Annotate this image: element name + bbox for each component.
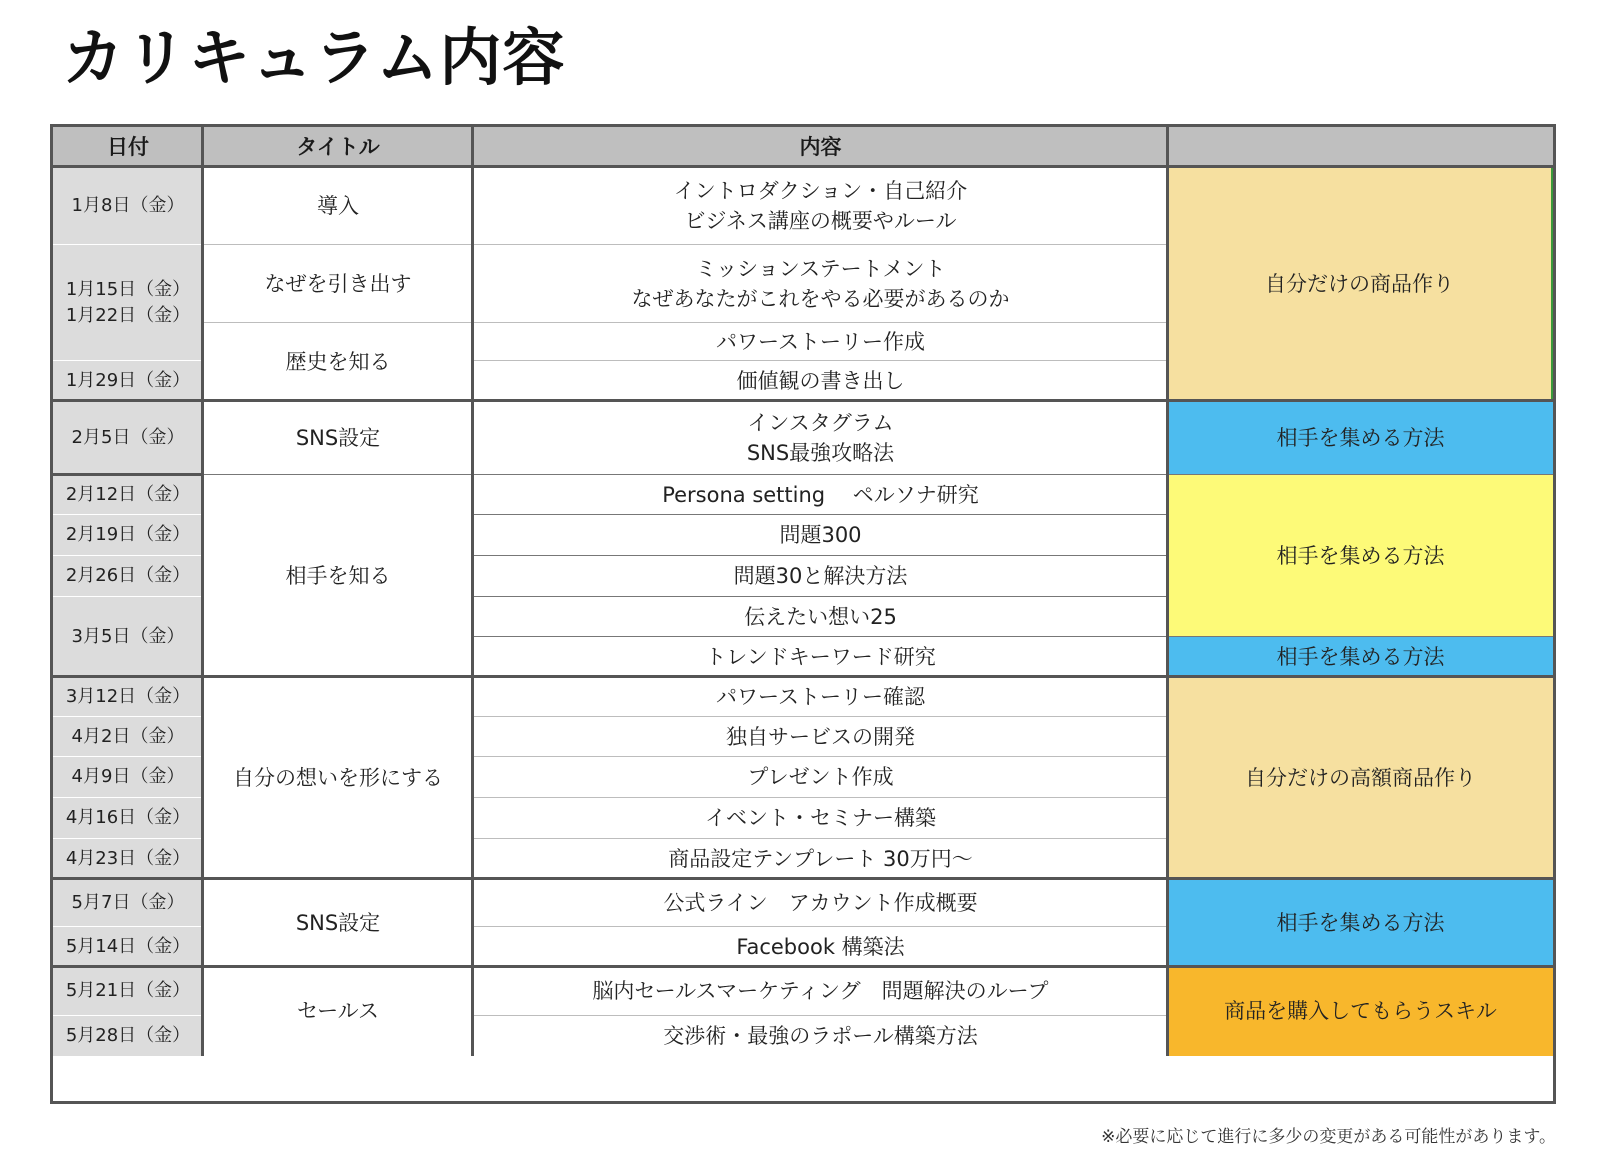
date-text: 3月5日（金）: [71, 625, 185, 647]
date-cell: [53, 245, 203, 361]
date-text: 4月23日（金）: [65, 847, 191, 869]
title-cell: 自分の想いを形にする: [203, 677, 473, 879]
section-divider: [53, 399, 1553, 402]
category-cell: 自分だけの商品作り: [1168, 167, 1553, 401]
row-divider: [473, 716, 1168, 717]
row-divider: [53, 555, 203, 556]
content-line: 価値観の書き出し: [736, 368, 905, 393]
row-divider: [473, 797, 1168, 798]
column-divider: [201, 127, 204, 1056]
date-cell: [53, 839, 203, 879]
header-title: タイトル: [203, 127, 473, 167]
row-divider: [473, 322, 1168, 323]
row-divider: [473, 926, 1168, 927]
row-divider: [53, 716, 203, 717]
title-cell: SNS設定: [203, 401, 473, 475]
date-text: 2月12日（金）: [65, 483, 191, 505]
row-divider: [53, 1015, 203, 1016]
date-text: 5月21日（金）: [65, 980, 191, 1002]
date-cell: [53, 1016, 203, 1056]
content-cell: [473, 475, 1168, 515]
date-text: 2月26日（金）: [65, 565, 191, 587]
content-line: 伝えたい想い25: [744, 604, 897, 629]
content-line: パワーストーリー作成: [716, 329, 925, 354]
date-text: 5月7日（金）: [71, 891, 185, 913]
curriculum-table: [50, 124, 1556, 1104]
date-text: 1月29日（金）: [65, 369, 191, 391]
column-divider: [1166, 127, 1169, 1056]
footnote: ※必要に応じて進行に多少の変更がある可能性があります。: [1101, 1127, 1556, 1147]
content-line: イベント・セミナー構築: [705, 806, 936, 831]
content-cell: [473, 839, 1168, 879]
content-cell: [473, 717, 1168, 757]
content-cell: [473, 1016, 1168, 1056]
content-cell: [473, 556, 1168, 597]
date-text: 1月8日（金）: [71, 194, 185, 216]
row-divider: [473, 1015, 1168, 1016]
content-line: イントロダクション・自己紹介: [673, 178, 968, 203]
content-cell: [473, 167, 1168, 245]
row-divider: [473, 838, 1168, 839]
date-cell: [53, 515, 203, 556]
section-divider: [53, 965, 1553, 968]
content-cell: [473, 677, 1168, 717]
date-cell: [53, 798, 203, 839]
date-text: 4月9日（金）: [71, 766, 185, 788]
row-divider: [53, 244, 203, 245]
content-line: パワーストーリー確認: [716, 684, 925, 709]
content-cell: [473, 597, 1168, 637]
date-text: 1月22日（金）: [65, 305, 191, 326]
date-cell: [53, 879, 203, 927]
content-cell: [473, 927, 1168, 967]
date-text: 4月2日（金）: [71, 725, 185, 747]
content-line: プレゼント作成: [747, 765, 894, 790]
title-cell: 歴史を知る: [203, 323, 473, 401]
date-cell: [53, 927, 203, 967]
content-line: SNS最強攻略法: [746, 441, 895, 465]
title-cell: 導入: [203, 167, 473, 245]
column-divider: [471, 127, 474, 1056]
row-divider: [53, 514, 203, 515]
content-line: Persona setting ペルソナ研究: [662, 482, 979, 507]
content-cell: [473, 757, 1168, 798]
content-line: なぜあなたがこれをやる必要があるのか: [631, 287, 1010, 311]
row-divider: [473, 555, 1168, 556]
category-cell: 相手を集める方法: [1168, 475, 1553, 637]
row-divider: [53, 797, 203, 798]
header-date: 日付: [53, 127, 203, 167]
date-cell: [53, 717, 203, 757]
date-text: 5月14日（金）: [65, 935, 191, 957]
content-cell: [473, 515, 1168, 556]
content-cell: [473, 245, 1168, 323]
date-cell: [53, 597, 203, 677]
content-cell: [473, 637, 1168, 677]
row-divider: [1168, 636, 1553, 637]
row-divider: [53, 756, 203, 757]
content-cell: [473, 361, 1168, 401]
header-category: [1168, 127, 1553, 167]
row-divider: [203, 244, 473, 245]
section-divider: [203, 474, 1553, 475]
content-line: 脳内セールスマーケティング 問題解決のループ: [592, 979, 1049, 1004]
page-title: カリキュラム内容: [62, 21, 566, 94]
category-cell: 自分だけの高額商品作り: [1168, 677, 1553, 879]
category-cell: 相手を集める方法: [1168, 637, 1553, 677]
content-line: ビジネス講座の概要やルール: [684, 209, 957, 233]
title-cell: 相手を知る: [203, 475, 473, 677]
date-cell: [53, 401, 203, 475]
date-cell: [53, 556, 203, 597]
row-divider: [473, 756, 1168, 757]
date-cell: [53, 361, 203, 401]
content-line: 交渉術・最強のラポール構築方法: [663, 1023, 978, 1048]
section-divider: [53, 165, 1553, 168]
date-text: 1月15日（金）: [65, 278, 191, 300]
section-divider: [53, 473, 203, 476]
row-divider: [53, 360, 203, 361]
content-line: Facebook 構築法: [736, 934, 905, 959]
row-divider: [53, 596, 203, 597]
date-text: 5月28日（金）: [65, 1024, 191, 1046]
header-content: 内容: [473, 127, 1168, 167]
content-line: 公式ライン アカウント作成概要: [663, 890, 978, 915]
content-line: 独自サービスの開発: [726, 724, 915, 749]
content-line: ミッションステートメント: [695, 256, 946, 281]
date-text: 4月16日（金）: [65, 807, 191, 829]
section-divider: [53, 675, 1553, 678]
row-divider: [473, 636, 1168, 637]
content-line: 問題300: [779, 523, 862, 548]
content-line: インスタグラム: [747, 410, 894, 435]
title-cell: なぜを引き出す: [203, 245, 473, 323]
row-divider: [473, 596, 1168, 597]
category-cell: 相手を集める方法: [1168, 879, 1553, 967]
date-cell: [53, 967, 203, 1016]
row-divider: [473, 360, 1168, 361]
date-text: 2月5日（金）: [71, 426, 185, 448]
content-cell: [473, 323, 1168, 361]
row-divider: [473, 514, 1168, 515]
date-text: 3月12日（金）: [65, 685, 191, 707]
date-cell: [53, 475, 203, 515]
content-line: トレンドキーワード研究: [705, 644, 936, 669]
category-cell: 相手を集める方法: [1168, 401, 1553, 475]
row-divider: [473, 244, 1168, 245]
date-cell: [53, 167, 203, 245]
date-cell: [53, 757, 203, 798]
content-cell: [473, 967, 1168, 1016]
row-divider: [203, 322, 473, 323]
content-line: 商品設定テンプレート 30万円〜: [668, 846, 973, 871]
category-cell: 商品を購入してもらうスキル: [1168, 967, 1553, 1056]
content-cell: [473, 879, 1168, 927]
title-cell: セールス: [203, 967, 473, 1056]
title-cell: SNS設定: [203, 879, 473, 967]
row-divider: [53, 926, 203, 927]
date-cell: [53, 677, 203, 717]
content-line: 問題30と解決方法: [733, 564, 908, 589]
row-divider: [53, 838, 203, 839]
content-cell: [473, 401, 1168, 475]
section-divider: [53, 877, 1553, 880]
date-text: 2月19日（金）: [65, 524, 191, 546]
content-cell: [473, 798, 1168, 839]
